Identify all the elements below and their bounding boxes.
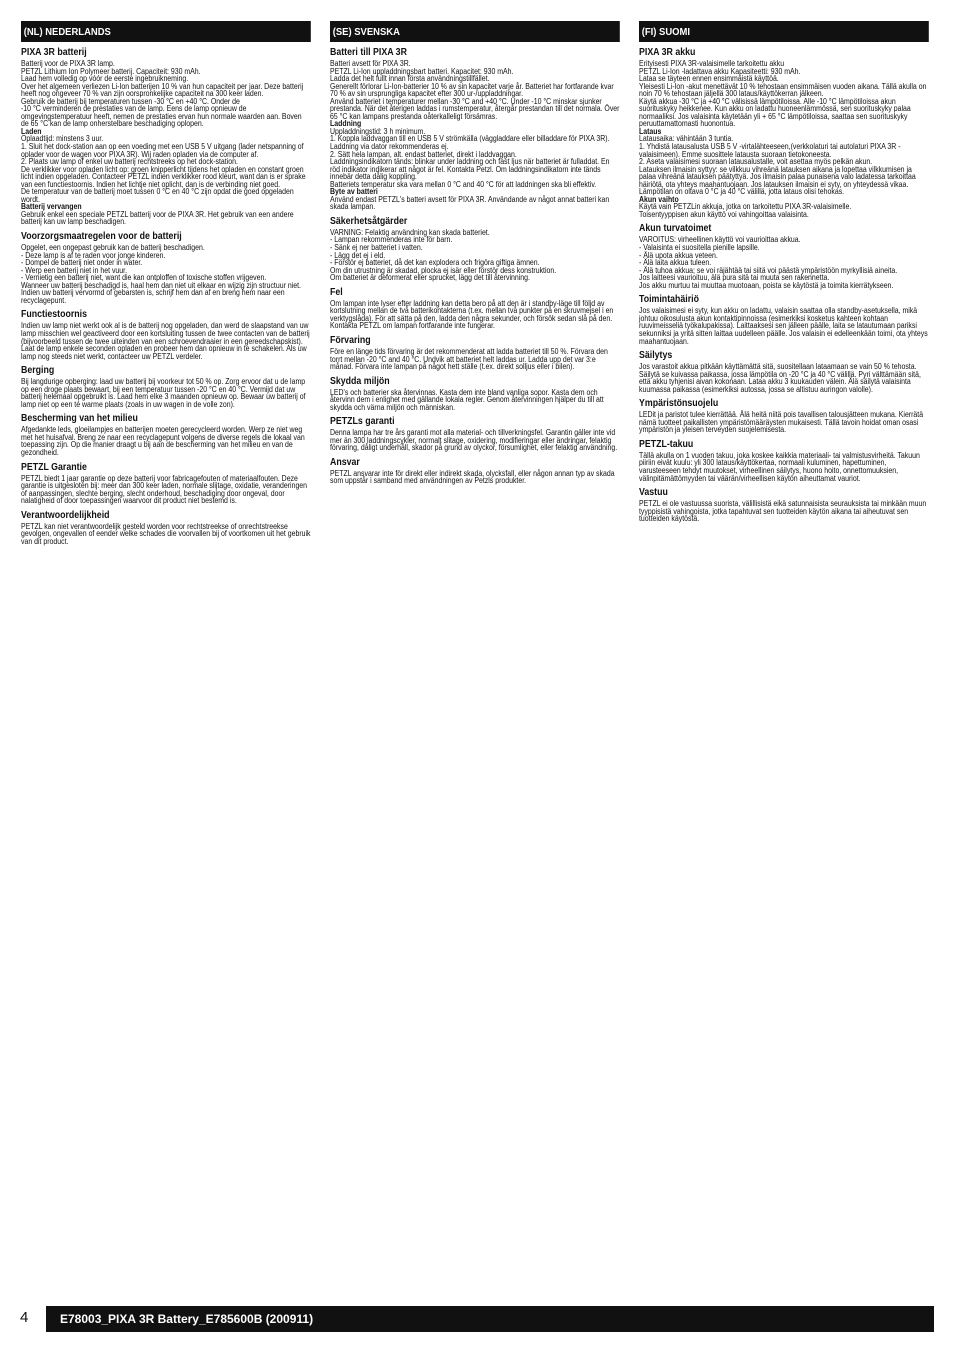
paragraph: Indien uw lamp niet werkt ook al is de batterij nog opgeladen, dan werd de slaapstand van uw lamp misschien wel geactiveerd door een kortsluiting tussen de twee contacten van de batterij (bijvoorbeeld tussen de twee uiteinden van een schroevendraaier in een gereedschapskist). Laat de lamp enkele seconden opladen en probeer hem dan opnieuw in te schakelen. Als uw lamp nog steeds niet werkt, contacteer uw PETZL verdeler.: [21, 321, 310, 361]
page-number: 4: [20, 1309, 29, 1326]
section-title: Fel: [330, 286, 343, 298]
section: [639, 398, 929, 434]
section-title: PIXA 3R batterij: [21, 47, 87, 58]
section-title: Ansvar: [330, 456, 360, 468]
section: [639, 47, 929, 218]
section-body: [330, 389, 620, 412]
column-header: (SE) SVENSKA: [330, 21, 620, 42]
document-reference: E78003_PIXA 3R Battery_E785600B (200911): [60, 1312, 314, 1326]
section-body: [330, 348, 620, 371]
section: [639, 223, 929, 289]
section-title: Batteri till PIXA 3R: [330, 47, 407, 58]
section-body: [330, 429, 620, 452]
section: [21, 231, 311, 304]
document-reference-bar: [46, 1306, 934, 1332]
section-title: Vastuu: [639, 487, 668, 499]
paragraph: Erityisesti PIXA 3R-valaisimelle tarkoitettu akku PETZL Li-Ion -ladattava akku Kapasiteetti: 930 mAh. Lataa se täyteen ennen ensimmäistä käyttöä. Yleisesti Li-Ion -akut menettävät 10 % tehostaan ensimmäisen vuoden aikana. Tällä akulla on noin 70 % tehostaan jäljellä 300 lataus/käyttökerran jälkeen. Käytä akkua -30 °C ja +40 °C välisissä lämpötiloissa. Alle -10 °C lämpötiloissa akun suorituskyky heikkenee. Kun akku on ladattu huoneenlämmössä, sen suorituskyky palaa normaaliksi. Jos valaisinta käytetään yli + 65 °C lämpötiloissa, saattaa sen suorituskyky peruuttamattomasti huonontua.: [639, 59, 927, 129]
section-title: PIXA 3R akku: [639, 47, 696, 58]
section-body: [639, 307, 929, 345]
paragraph: PETZL biedt 1 jaar garantie op deze batterij voor fabricagefouten of materiaalfouten. Deze garantie is uitgesloten bij: meer dan 300 keer laden, normale slijtage, oxidatie, veranderingen of aanpassingen, slechte berging, slecht onderhoud, beschadiging door ongeval, door nalatigheid of door toepassingen waarvoor dit product niet bestemd is.: [21, 473, 308, 506]
paragraph: PETZL ei ole vastuussa suorista, välillisistä eikä satunnaisista seurauksista tai minkään muun tyyppisistä vahingoista, jotka tapahtuvat sen tuotteiden käytön aikana tai aiheutuvat sen tuotteiden käytöstä.: [639, 499, 927, 524]
section-body: [330, 300, 620, 330]
column-sections: [639, 47, 929, 523]
section-title: Akun turvatoimet: [639, 223, 712, 235]
paragraph: Afgedankte leds, gloeilampjes en batterijen moeten gerecycleerd worden. Werp ze niet weg met het huisafval. Breng ze naar een recyclagepunt volgens de diverse regels die lokaal van toepassing zijn. Op die manier draagt u bij aan de bescherming van het milieu en van de gezondheid.: [21, 425, 305, 457]
section-title: Ympäristönsuojelu: [639, 398, 719, 410]
subsection-heading: Byte av batteri: [330, 187, 378, 197]
section-body: [21, 426, 311, 456]
section: [330, 457, 620, 485]
paragraph: Om lampan inte lyser efter laddning kan detta bero på att den är i standby-läge till följd av kortslutning mellan de två batterikontakterna (t.ex. mellan två punkter på en skruvmejsel i en verktygslåda). För att sätta på den, ladda den några sekunder, och försök sedan slå på den. Kontakta PETZL om lampan fortfarande inte fungerar.: [330, 298, 614, 331]
section-body: [639, 452, 929, 482]
section-body: [639, 60, 929, 218]
section-title: Verantwoordelijkheid: [21, 509, 110, 521]
paragraph: LEDit ja paristot tulee kierrättää. Älä heitä niitä pois tavallisen talousjätteen mukana. Kierrätä nämä tuotteet paikallisten ympäristömääräysten mukaisesti. Tällä tavoin hoidat oman osasi ympäristön ja yleisen terveyden suojelemisesta.: [639, 410, 924, 435]
paragraph: Käytä vain PETZLin akkuja, jotka on tarkoitettu PIXA 3R-valaisimelle. Toisentyyppisen akun käyttö voi vahingoittaa valaisinta.: [639, 202, 852, 219]
paragraph: VAROITUS: virheellinen käyttö voi vaurioittaa akkua. - Valaisinta ei suositella pienille lapsille. - Älä upota akkua veteen. - Älä laita akkua tuleen. - Älä tuhoa akkua; se voi räjähtää tai siitä voi päästä ympäristöön myrkyllisiä aineita. Jos laitteesi vaurioituu, älä pura sitä tai muuta sen rakennetta. Jos akku murtuu tai muuttaa muotoaan, poista se käytöstä ja toimita kierrätykseen.: [639, 235, 898, 290]
section-title: Voorzorgsmaatregelen voor de batterij: [21, 231, 182, 243]
section: [21, 309, 311, 360]
section-body: [21, 475, 311, 505]
section-title: Berging: [21, 365, 55, 377]
section: [639, 487, 929, 523]
section-body: [21, 523, 311, 546]
section: [21, 510, 311, 546]
page-footer: [0, 1306, 954, 1332]
section-body: [639, 500, 929, 523]
subsection-heading: Laddning: [330, 119, 362, 129]
section: [21, 462, 311, 505]
column-dutch: [21, 21, 311, 550]
paragraph: Jos varastoit akkua pitkään käyttämättä sitä, suositellaan lataamaan se vain 50 % tehosta. Säilytä se kuivassa paikassa, jossa lämpötila on -20 °C ja 40 °C välillä. Pyri välttämään sitä, että akku tyhjenisi aivan kokonaan. Lataa akku 3 kuukauden välein. Älä säilytä valaisinta kuumassa paikassa (esimerkiksi autossa, jossa se altistuu auringon valolle).: [639, 362, 921, 394]
section-title: PETZL-takuu: [639, 438, 694, 450]
section-title: Bescherming van het milieu: [21, 413, 138, 425]
column-sections: [330, 47, 620, 485]
column-sections: [21, 47, 311, 545]
paragraph: Denna lampa har tre års garanti mot alla material- och tillverkningsfel. Garantin gäller inte vid mer än 300 laddningscykler, normalt slitage, oxidering, modifieringar eller ändringar, felaktig förvaring, dåligt underhåll, skador på grund av olyckor, försumlighet, eller felaktig användning.: [330, 428, 618, 453]
section-body: [330, 470, 620, 485]
paragraph: VARNING: Felaktig användning kan skada batteriet. - Lampan rekommenderas inte för barn. - Sänk ej ner batteriet i vatten. - Lägg det ej i eld. - Förstör ej batteriet, då det kan explodera och frigöra giftiga ämnen. Om din utrustning är skadad, plocka ej isär eller förstör dess konstruktion. Om batteriet är deformerat eller sprucket, lägg det till återvinning.: [330, 227, 557, 283]
paragraph: Batterij voor de PIXA 3R lamp. PETZL Lithium Ion Polymeer batterij. Capaciteit: 930 mAh. Laad hem volledig op vóór de eerste ingebruikneming. Over het algemeen verliezen Li-Ion batterijen 10 % van hun capaciteit per jaar. Deze batterij heeft nog ongeveer 70 % van zijn oorspronkelijke capaciteit na 300 keer laden. Gebruik de batterij bij temperaturen tussen -30 °C en +40 °C. Onder de -10 °C verminderen de prestaties van de lamp. Eens de lamp opnieuw de omgevingstemperatuur heeft, nemen de prestaties ervan hun normale waarden aan. Boven de 65 °C kan de lamp onherstelbare beschadiging oplopen.: [21, 59, 304, 129]
section-body: [639, 411, 929, 434]
column-header: (FI) SUOMI: [639, 21, 929, 42]
subsection-heading: Batterij vervangen: [21, 202, 82, 212]
section: [330, 416, 620, 452]
paragraph: Oplaadtijd: minstens 3 uur. 1. Sluit het dock-station aan op een voeding met een USB 5 V uitgang (lader netspanning of oplader voor de wagen voor PIXA 3R). Wij raden opladen via de computer af. 2. Plaats uw lamp of enkel uw batterij rechtstreeks op het dock-station. De verklikker voor opladen licht op: groen knipperlicht tijdens het opladen en constant groen licht indien opgeladen. Contacteer PETZL indien verklikker rood kleurt, want dan is er sprake van een functiestoornis. Indien het lichtje niet oplicht, dan is de verbinding niet goed. De temperatuur van de batterij moet tussen 0 °C en 40 °C zijn opdat die goed opgeladen wordt.: [21, 134, 306, 204]
section: [330, 287, 620, 330]
section-title: Säilytys: [639, 350, 673, 362]
section: [21, 365, 311, 408]
paragraph: LED's och batterier ska återvinnas. Kasta dem inte bland vanliga sopor. Kasta dem och återvinn dem i enlighet med gällande lokala regler. Genom återvinningen hjälper du till att skydda och värna miljön och människan.: [330, 387, 604, 412]
paragraph: Uppladdningstid: 3 h minimum. 1. Koppla laddvaggan till en USB 5 V strömkälla (väggladdare eller billaddare för PIXA 3R). Laddning via dator rekommenderas ej. 2. Sätt hela lampan, alt. endast batteriet, direkt i laddvaggan. Laddningsindikatorn tänds: blinkar under laddning och fast ljus när batteriet är fulladdat. En röd indikator indikerar att något är fel. Kontakta Petzl. Om laddningsindikatorn inte tänds innebär detta dålig koppling. Batteriets temperatur ska vara mellan 0 °C and 40 °C för att laddningen ska bli effektiv.: [330, 126, 610, 189]
paragraph: PETZL ansvarar inte för direkt eller indirekt skada, olycksfall, eller någon annan typ av skada som uppstår i samband med användningen av Petzls produkter.: [330, 468, 615, 486]
section: [639, 350, 929, 393]
section-title: Skydda miljön: [330, 375, 390, 387]
section-title: Toimintahäiriö: [639, 294, 699, 306]
section-body: [330, 229, 620, 282]
section: [639, 439, 929, 482]
section: [330, 216, 620, 282]
column-finnish: [639, 21, 929, 528]
section-body: [21, 244, 311, 304]
section: [21, 47, 311, 226]
section-title: PETZL Garantie: [21, 461, 87, 473]
paragraph: Tällä akulla on 1 vuoden takuu, joka koskee kaikkia materiaali- tai valmistusvirheitä. Takuun piiriin eivät kuulu: yli 300 lataus/käyttökertaa, normaali kuluminen, hapettuminen, varusteeseen tehdyt muutokset, virheellinen säilytys, huono hoito, onnettomuuksien, välinpitämättömyyden tai väärän/virheellisen käytön aiheuttamat vauriot.: [639, 450, 920, 483]
paragraph: PETZL kan niet verantwoordelijk gesteld worden voor rechtstreekse of onrechtstreekse gevolgen, ongevallen of eender welke schades die voorvallen bij of voortkomen uit het gebruik van dit product.: [21, 521, 311, 546]
paragraph: Opgelet, een ongepast gebruik kan de batterij beschadigen. - Deze lamp is af te raden voor jonge kinderen. - Dompel de batterij niet onder in water. - Werp een batterij niet in het vuur. - Vernietig een batterij niet, want die kan ontploffen of toxische stoffen vrijgeven. Wanneer uw batterij beschadigd is, haal hem dan niet uit elkaar en wijzig zijn structuur niet. Indien uw batterij vervormd of gebarsten is, schrijf hem dan af en breng hem naar een recyclagepunt.: [21, 243, 301, 305]
section-body: [330, 60, 620, 211]
section-body: [21, 322, 311, 360]
section-title: Functiestoornis: [21, 309, 88, 321]
section-body: [639, 236, 929, 289]
paragraph: Före en länge tids förvaring är det rekommenderat att ladda batteriet till 50 %. Förvara den torrt mellan -20 °C and 40 °C. Undvik att batteriet helt laddas ur. Ladda upp det var 3:e månad. Förvara inte lampan på något hett ställe (t.ex. direkt solljus eller i bilen).: [330, 346, 608, 372]
section: [330, 376, 620, 412]
column-header: (NL) NEDERLANDS: [21, 21, 311, 42]
paragraph: Latausaika: vähintään 3 tuntia. 1. Yhdistä latausalusta USB 5 V -virtalähteeseen,(verkkolaturi tai autolaturi PIXA 3R -valaisimeen). Emme suosittele latausta suoraan tietokoneesta. 2. Aseta valaisimesi suoraan latausalustalle, voit asettaa myös pelkän akun. Latauksen ilmaisin syttyy: se vilkkuu vihreänä latauksen aikana ja lopettaa vilkkumisen ja palaa vihreänä latauksen päätyttyä. Jos ilmaisin palaa punaisena valo ladatessa tarkoittaa häiriötä, ota yhteys maahantuojaan. Jos latauksen ilmaisin ei syty, on yhteydessä vikaa. Lämpötilan on oltava 0 °C ja 40 °C välillä, jotta lataus olisi tehokas.: [639, 134, 916, 197]
section: [330, 335, 620, 371]
section: [330, 47, 620, 211]
section-title: Säkerhetsåtgärder: [330, 215, 408, 227]
paragraph: Gebruik enkel een speciale PETZL batterij voor de PIXA 3R. Het gebruik van een andere batterij kan uw lamp beschadigen.: [21, 209, 294, 227]
subsection-heading: Lataus: [639, 126, 662, 136]
subsection-heading: Laden: [21, 126, 42, 136]
section-body: [639, 363, 929, 393]
column-swedish: [330, 21, 620, 490]
paragraph: Använd endast PETZL's batteri avsett för PIXA 3R. Användande av något annat batteri kan skada lampan.: [330, 194, 610, 212]
section: [639, 294, 929, 345]
section-title: PETZLs garanti: [330, 416, 395, 428]
paragraph: Jos valaisimesi ei syty, kun akku on ladattu, valaisin saattaa olla standby-asetuksella, mikä johtuu oikosulusta akun kontaktipinnoissa (esimerkiksi kosketus kahteen kohtaan ruuvimeisseliä työkalupakissa). Laittaaksesi sen jälleen päälle, laita se latautumaan pariksi sekunniksi ja yritä sitten laittaa uudelleen päälle. Jos valaisin ei edelleenkään toimi, ota yhteys maahantuojaan.: [639, 306, 928, 346]
paragraph: Bij langdurige opberging: laad uw batterij bij voorkeur tot 50 % op. Zorg ervoor dat u de lamp op een droge plaats bewaart, bij een temperatuur tussen -20 °C en 40 °C. Vermijd dat uw batterij helemaal opgebruikt is. Laad hem elke 3 maanden opnieuw op. Bewaar uw batterij of lamp niet op een té warme plaats (zoals in uw wagen in de volle zon).: [21, 377, 306, 409]
section-body: [21, 60, 311, 226]
subsection-heading: Akun vaihto: [639, 194, 679, 204]
paragraph: Batteri avsett för PIXA 3R. PETZL Li-Ion uppladdningsbart batteri. Kapacitet: 930 mAh. Ladda det helt fullt innan första användningstillfället. Generellt förlorar Li-Ion-batterier 10 % av sin kapacitet varje år. Batteriet har fortfarande kvar 70 % av sin ursprungliga kapacitet efter 300 ur-/uppladdningar. Använd batteriet i temperaturer mellan -30 °C and +40 °C. Under -10 °C minskar sjunker prestanda. När det återigen laddas i rumstemperatur, återgår prestandan till det normala. Över 65 °C kan lampans prestanda oåterkalleligt försämras.: [330, 59, 620, 121]
section: [21, 413, 311, 456]
section-body: [21, 378, 311, 408]
section-title: Förvaring: [330, 334, 371, 346]
